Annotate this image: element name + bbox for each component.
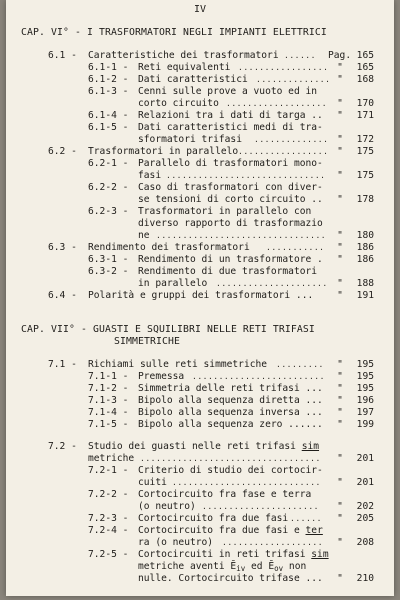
section-number: 6.2-1 - [88,158,129,169]
toc-entry [6,395,394,407]
section-title: Cortocircuito fra fase e terra [138,489,312,500]
toc-entry [6,513,394,525]
section-title: Relazioni tra i dati di targa .. [138,110,323,121]
section-number: 7.2-3 - [88,513,129,524]
toc-entry [6,419,394,431]
toc-entry-continuation [6,278,394,290]
section-title: cuiti [138,477,167,488]
section-title: (o neutro) [138,501,196,512]
page-ref: 180 [356,230,374,241]
section-title: Cortocircuito fra due fasi e ter [138,525,323,536]
page-ref: 165 [356,62,374,73]
section-title: ne [138,230,150,241]
section-title: diverso rapporto di trasformazio [138,218,323,229]
section-title: sformatori trifasi [138,134,242,145]
dot-leader: .............. [256,75,330,84]
ditto-mark: " [337,290,343,301]
ditto-mark: " [337,146,343,157]
toc-entry-continuation [6,194,394,206]
dot-leader: ...... [284,51,316,60]
ditto-mark: " [337,62,343,73]
toc-entry [6,254,394,266]
section-title: Bipolo alla sequenza inversa ... [138,407,323,418]
section-number: 6.2-2 - [88,182,129,193]
section-number: 7.2-5 - [88,549,129,560]
section-title: Cortocircuito fra due fasi [138,513,289,524]
chapter-heading: CAP. VII° - GUASTI E SQUILIBRI NELLE RETI TRIFASI [21,324,315,335]
toc-entry [6,206,394,218]
page-ref: 186 [356,242,374,253]
ditto-mark: " [337,98,343,109]
section-title: Rendimento di un trasformatore . [138,254,323,265]
dot-leader: ................................ [156,231,327,240]
ditto-mark: " [337,537,343,548]
chapter-heading-continuation: SIMMETRICHE [114,336,180,347]
toc-entry [6,359,394,371]
toc-entry-continuation [6,98,394,110]
page-number: IV [193,4,207,15]
section-number: 6.3-1 - [88,254,129,265]
dot-leader: ................. [238,147,329,156]
chapter-heading: CAP. VI° - I TRASFORMATORI NEGLI IMPIANTI ELETTRICI [21,27,327,38]
dot-leader: .............................. [166,171,326,180]
section-number: 7.2-1 - [88,465,129,476]
toc-entry-continuation [6,170,394,182]
section-title: ra (o neutro) [138,537,214,548]
section-number: 7.2 - [48,441,77,452]
dot-leader: ......... [276,360,324,369]
section-title: Bipolo alla sequenza diretta ... [138,395,323,406]
dot-leader: ......................... [192,372,325,381]
toc-entry [6,158,394,170]
section-title: Premessa [138,371,185,382]
page-ref: 205 [356,513,374,524]
page-ref: 202 [356,501,374,512]
ditto-mark: " [337,110,343,121]
section-title: nulle. Cortocircuito trifase ... [138,573,323,584]
page-ref: 171 [356,110,374,121]
toc-entry [6,549,394,561]
section-title: Dati caratteristici [138,74,248,85]
section-title: Trasformatori in parallelo con [138,206,312,217]
ditto-mark: " [337,573,343,584]
ditto-mark: " [337,359,343,370]
section-title: Cortocircuiti in reti trifasi sim [138,549,329,560]
toc-entry [6,146,394,158]
toc-entry [6,74,394,86]
page-ref: 170 [356,98,374,109]
ditto-mark: " [337,170,343,181]
ditto-mark: " [337,513,343,524]
ditto-mark: " [337,395,343,406]
section-title: Studio dei guasti nelle reti trifasi sim [88,441,320,452]
section-title: Trasformatori in parallelo [88,146,239,157]
page-ref: 178 [356,194,374,205]
section-number: 7.1 - [48,359,77,370]
section-number: 6.1-1 - [88,62,129,73]
section-number: 7.2-2 - [88,489,129,500]
book-page [6,0,394,596]
toc-entry [6,407,394,419]
toc-entry [6,62,394,74]
section-number: 7.1-5 - [88,419,129,430]
toc-entry-continuation [6,218,394,230]
toc-entry [6,182,394,194]
ditto-mark: " [337,278,343,289]
section-number: 6.3 - [48,242,77,253]
page-ref: 168 [356,74,374,85]
section-number: 6.2-3 - [88,206,129,217]
section-title: corto circuito [138,98,219,109]
section-title: fasi [138,170,162,181]
section-number: 7.1-4 - [88,407,129,418]
ditto-mark: " [337,242,343,253]
section-number: 6.1-5 - [88,122,129,133]
toc-entry-continuation [6,453,394,465]
section-number: 6.4 - [48,290,77,301]
toc-entry [6,525,394,537]
section-title: metriche aventi $Ē_{iv}$ ed $Ē_{ov}$ non [138,561,307,573]
toc-entry [6,110,394,122]
page-ref: 172 [356,134,374,145]
section-title: Simmetria delle reti trifasi ... [138,383,323,394]
ditto-mark: " [337,371,343,382]
section-title: Polarità e gruppi dei trasformatori ... [88,290,314,301]
section-title: Bipolo alla sequenza zero ...... [138,419,323,430]
section-title: se tensioni di corto circuito .. [138,194,323,205]
toc-entry [6,441,394,453]
dot-leader: .............. [254,135,329,144]
ditto-mark: " [337,74,343,85]
section-title: in parallelo [138,278,208,289]
section-number: 7.1-1 - [88,371,129,382]
ditto-mark: " [337,230,343,241]
dot-leader: ................. [238,63,329,72]
page-ref: 195 [356,359,374,370]
dot-leader: ............................ [172,478,321,487]
dot-leader: ................... [222,538,324,547]
page-ref: 201 [356,453,374,464]
toc-entry [6,371,394,383]
ditto-mark: " [337,477,343,488]
ditto-mark: " [337,407,343,418]
ditto-mark: " [337,501,343,512]
section-title: Criterio di studio dei cortocir- [138,465,323,476]
section-title: Reti equivalenti [138,62,231,73]
dot-leader: ........... [266,243,325,252]
section-title: Dati caratteristici medi di tra- [138,122,323,133]
page-ref: 191 [356,290,374,301]
page-ref: 195 [356,383,374,394]
section-number: 6.2 - [48,146,77,157]
section-number: 7.2-4 - [88,525,129,536]
toc-entry [6,383,394,395]
toc-entry [6,489,394,501]
toc-entry-continuation [6,537,394,549]
page-ref: 175 [356,146,374,157]
page-prefix: Pag. [328,50,352,61]
toc-entry [6,465,394,477]
dot-leader: ................... [226,99,328,108]
ditto-mark: " [337,254,343,265]
section-number: 6.1-2 - [88,74,129,85]
page-ref: 175 [356,170,374,181]
section-title: metriche [88,453,135,464]
toc-entry-continuation [6,134,394,146]
ditto-mark: " [337,134,343,145]
page-ref: 210 [356,573,374,584]
section-number: 6.1-3 - [88,86,129,97]
dot-leader: ...... [290,514,322,523]
page-ref: 197 [356,407,374,418]
section-title: Richiami sulle reti simmetriche [88,359,268,370]
toc-entry [6,50,394,62]
page-ref: 199 [356,419,374,430]
section-title: Caratteristiche dei trasformatori [88,50,279,61]
ditto-mark: " [337,453,343,464]
section-number: 7.1-3 - [88,395,129,406]
dot-leader: ..................... [216,279,328,288]
toc-entry [6,242,394,254]
toc-entry [6,266,394,278]
section-title: Rendimento dei trasformatori [88,242,250,253]
toc-entry-continuation [6,477,394,489]
section-title: Caso di trasformatori con diver- [138,182,323,193]
section-title: Rendimento di due trasformatori [138,266,318,277]
toc-entry-continuation [6,501,394,513]
page-ref: 188 [356,278,374,289]
page-ref: 195 [356,371,374,382]
dot-leader: ...................... [202,502,319,511]
section-number: 6.1 - [48,50,77,61]
toc-entry [6,122,394,134]
page-ref: 186 [356,254,374,265]
section-title: Parallelo di trasformatori mono- [138,158,323,169]
toc-entry-continuation [6,573,394,585]
section-number: 6.1-4 - [88,110,129,121]
ditto-mark: " [337,194,343,205]
ditto-mark: " [337,419,343,430]
section-number: 7.1-2 - [88,383,129,394]
toc-entry-continuation [6,561,394,573]
toc-entry-continuation [6,230,394,242]
section-title: Cenni sulle prove a vuoto ed in [138,86,318,97]
page-ref: 208 [356,537,374,548]
toc-entry [6,86,394,98]
page-ref: 196 [356,395,374,406]
page-ref: 165 [356,50,374,61]
page-ref: 201 [356,477,374,488]
toc-entry [6,290,394,302]
section-number: 6.3-2 - [88,266,129,277]
dot-leader: .................................. [140,454,321,463]
ditto-mark: " [337,383,343,394]
